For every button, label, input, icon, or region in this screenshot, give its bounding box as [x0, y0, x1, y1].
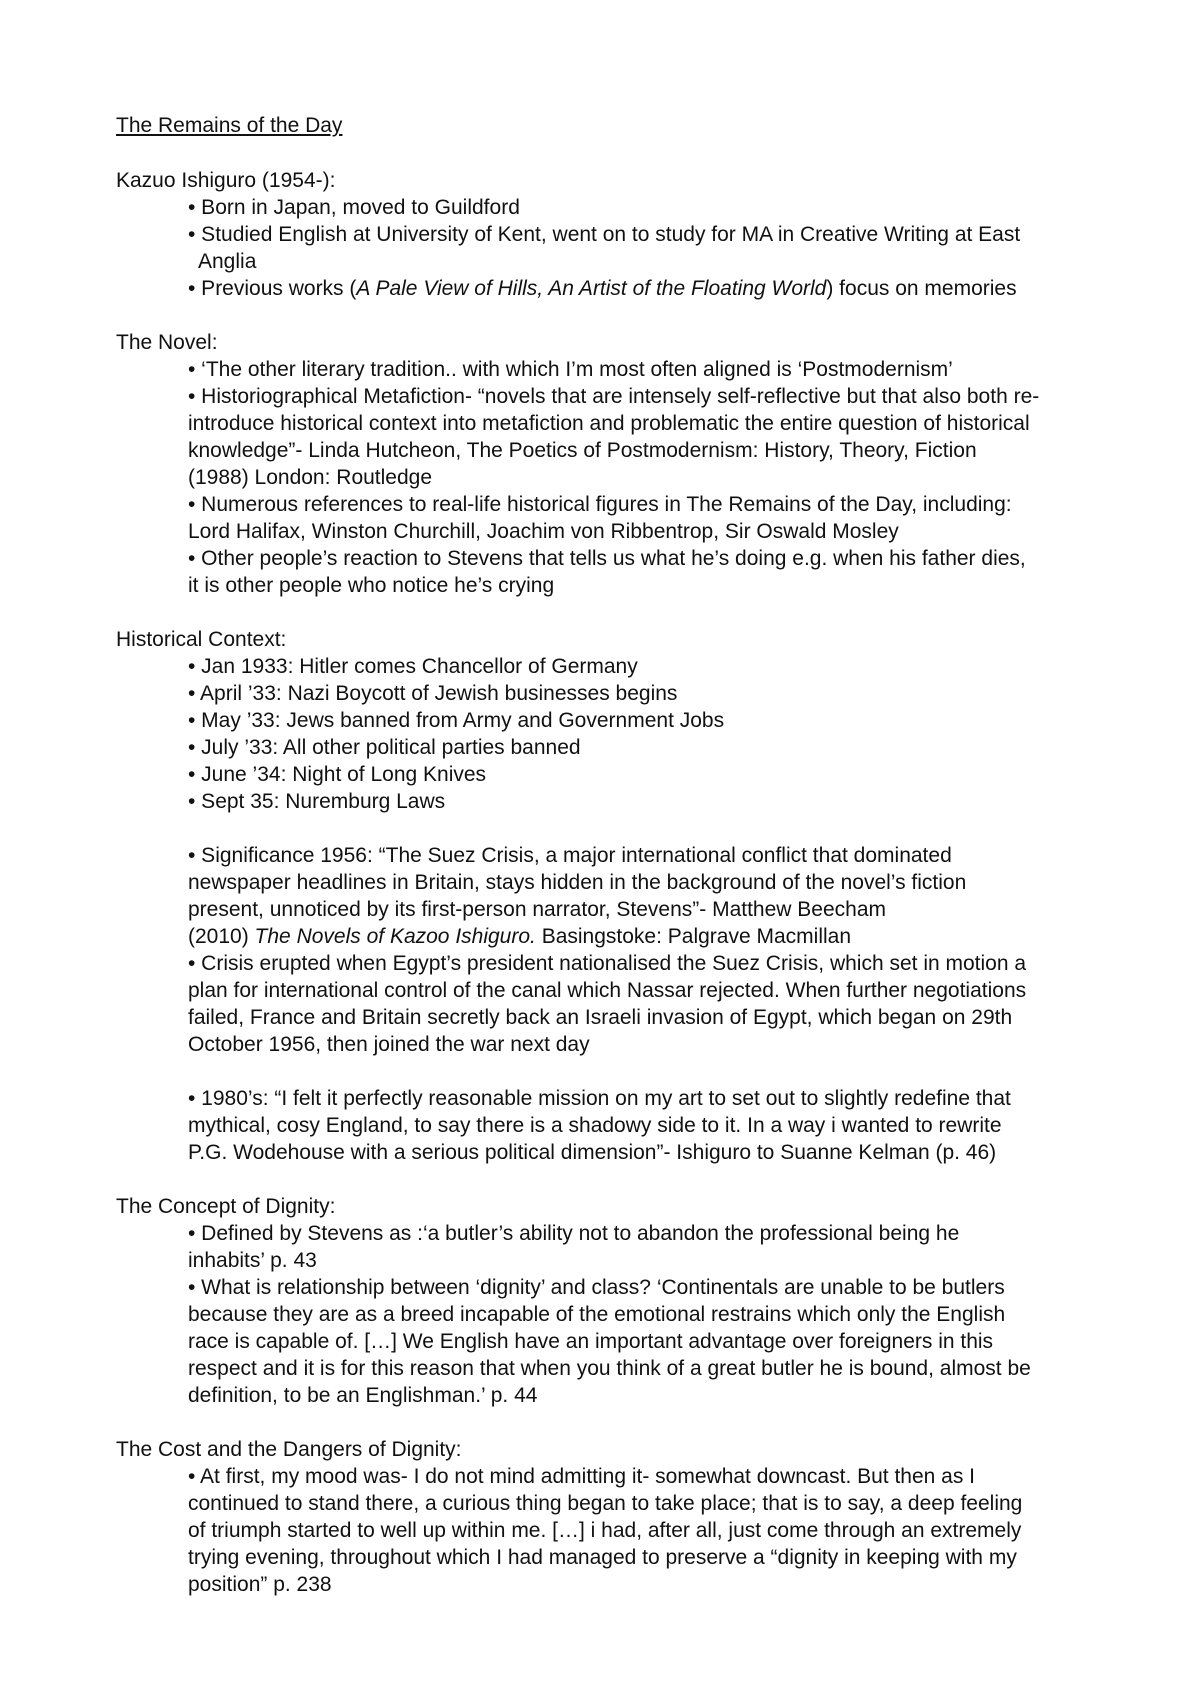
bullet-text: definition, to be an Englishman.’ p. 44: [188, 1384, 538, 1407]
list-item: [188, 275, 1108, 302]
heading-cost: The Cost and the Dangers of Dignity:: [116, 1438, 462, 1461]
list-item: [188, 383, 1108, 491]
list-item: [188, 842, 1108, 1058]
bullet-text: • April ’33: Nazi Boycott of Jewish businesses begins: [188, 682, 678, 705]
bullet-text: • Born in Japan, moved to Guildford: [188, 196, 520, 219]
bullet-text: • Studied English at University of Kent, went on to study for MA in Creative Writing at East: [188, 223, 1021, 246]
bullet-text: P.G. Wodehouse with a serious political dimension”- Ishiguro to Suanne Kelman (p. 46): [188, 1141, 997, 1164]
bullet-text: continued to stand there, a curious thing began to take place; that is to say, a deep feeling: [188, 1492, 1023, 1515]
bullet-text: mythical, cosy England, to say there is a shadowy side to it. In a way i wanted to rewrite: [188, 1114, 1002, 1137]
citation-year: (2010): [188, 925, 255, 948]
bullet-text: race is capable of. […] We English have an important advantage over foreigners in this: [188, 1330, 994, 1353]
bullet-text: inhabits’ p. 43: [188, 1249, 317, 1272]
heading-history: Historical Context:: [116, 628, 287, 651]
list-item: [188, 1220, 1108, 1274]
bullet-text-pre: • Previous works (: [188, 277, 357, 300]
bullet-text: (1988) London: Routledge: [188, 466, 433, 489]
bullet-text: October 1956, then joined the war next day: [188, 1033, 590, 1056]
bullet-text: it is other people who notice he’s crying: [188, 574, 555, 597]
bullet-text: • Defined by Stevens as :‘a butler’s ability not to abandon the professional being he: [188, 1222, 960, 1245]
list-item: [188, 1463, 1108, 1598]
bullet-text: • Numerous references to real-life historical figures in The Remains of the Day, including:: [188, 493, 1012, 516]
bullet-text: • Jan 1933: Hitler comes Chancellor of Germany: [188, 655, 638, 678]
bullet-text: • 1980’s: “I felt it perfectly reasonable mission on my art to set out to slightly redefine that: [188, 1087, 1011, 1110]
document-title: The Remains of the Day: [116, 114, 343, 137]
list-item: [188, 545, 1108, 599]
heading-novel: The Novel:: [116, 331, 218, 354]
citation-publisher: Basingstoke: Palgrave Macmillan: [535, 925, 852, 948]
bullet-text-post: ) focus on memories: [826, 277, 1017, 300]
bullet-text: • July ’33: All other political parties banned: [188, 736, 581, 759]
list-item: [188, 194, 1108, 221]
bullet-text: newspaper headlines in Britain, stays hidden in the background of the novel’s fiction: [188, 871, 967, 894]
bullet-text: position” p. 238: [188, 1573, 332, 1596]
list-item: [188, 653, 1108, 815]
bullet-text: because they are as a breed incapable of the emotional restrains which only the English: [188, 1303, 1006, 1326]
italic-titles: A Pale View of Hills, An Artist of the Floating World: [356, 277, 827, 300]
bullet-text: of triumph started to well up within me. […] i had, after all, just come through an extremely: [188, 1519, 1022, 1542]
list-item: [188, 491, 1108, 545]
bullet-continuation: Anglia: [198, 250, 257, 273]
bullet-text: failed, France and Britain secretly back an Israeli invasion of Egypt, which began on 29th: [188, 1006, 1013, 1029]
bullet-text: respect and it is for this reason that when you think of a great butler he is bound, almost be: [188, 1357, 1031, 1380]
bullet-text: • June ’34: Night of Long Knives: [188, 763, 487, 786]
bullet-text: • Sept 35: Nuremburg Laws: [188, 790, 446, 813]
bullet-text: trying evening, throughout which I had managed to preserve a “dignity in keeping with my: [188, 1546, 1017, 1569]
bullet-text: • Historiographical Metafiction- “novels that are intensely self-reflective but that also both re-: [188, 385, 1040, 408]
bullet-text: • Other people’s reaction to Stevens that tells us what he’s doing e.g. when his father dies,: [188, 547, 1026, 570]
bullet-text: knowledge”- Linda Hutcheon, The Poetics of Postmodernism: History, Theory, Fiction: [188, 439, 977, 462]
bullet-text: Lord Halifax, Winston Churchill, Joachim von Ribbentrop, Sir Oswald Mosley: [188, 520, 899, 543]
bullet-text: [188, 275, 1108, 302]
bullet-text: • ‘The other literary tradition.. with which I’m most often aligned is ‘Postmodernism’: [188, 358, 953, 381]
list-item: [188, 1274, 1108, 1409]
heading-author: Kazuo Ishiguro (1954-):: [116, 169, 336, 192]
bullet-text: [188, 923, 1108, 950]
list-item: [188, 1085, 1108, 1166]
citation-title: The Novels of Kazoo Ishiguro.: [254, 925, 536, 948]
bullet-text: introduce historical context into metafiction and problematic the entire question of historical: [188, 412, 1030, 435]
bullet-text: • May ’33: Jews banned from Army and Government Jobs: [188, 709, 725, 732]
bullet-text: • Crisis erupted when Egypt’s president nationalised the Suez Crisis, which set in motion a: [188, 952, 1027, 975]
bullet-text: • Significance 1956: “The Suez Crisis, a major international conflict that dominated: [188, 844, 952, 867]
list-item: [188, 221, 1108, 248]
bullet-text: plan for international control of the canal which Nassar rejected. When further negotiations: [188, 979, 1027, 1002]
heading-dignity: The Concept of Dignity:: [116, 1195, 336, 1218]
bullet-text: • At first, my mood was- I do not mind admitting it- somewhat downcast. But then as I: [188, 1465, 976, 1488]
list-item: [188, 356, 1108, 383]
bullet-text: • What is relationship between ‘dignity’ and class? ‘Continentals are unable to be butlers: [188, 1276, 1005, 1299]
bullet-text: present, unnoticed by its first-person narrator, Stevens”- Matthew Beecham: [188, 898, 886, 921]
